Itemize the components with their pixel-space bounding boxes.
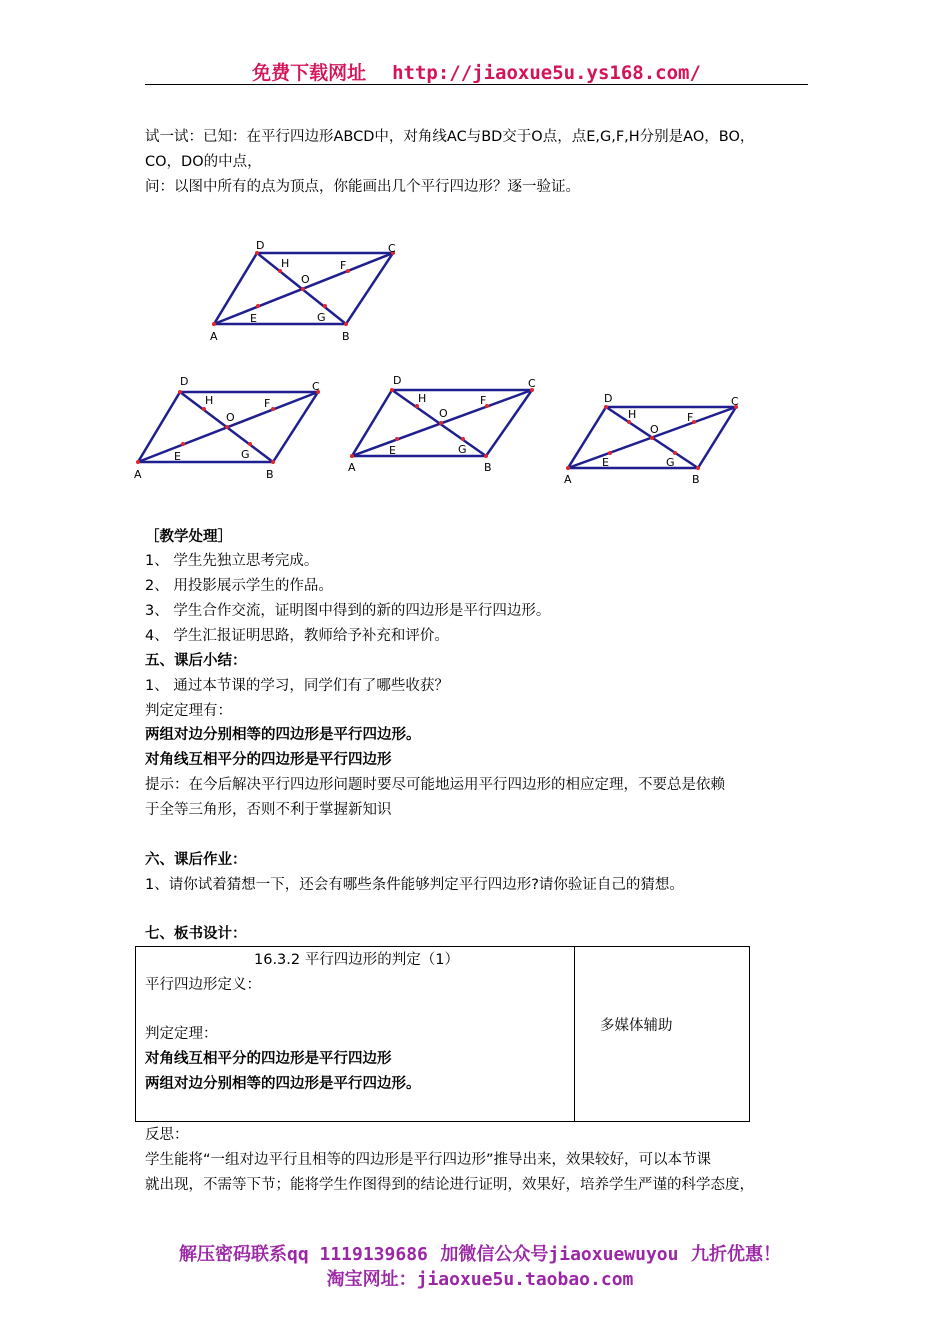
label-d: D xyxy=(604,392,613,405)
label-o: O xyxy=(439,407,448,420)
board-title: 16.3.2 平行四边形的判定（1） xyxy=(254,952,459,968)
label-c: C xyxy=(388,242,396,255)
board-theorem-2: 两组对边分别相等的四边形是平行四边形。 xyxy=(145,1076,421,1092)
label-c: C xyxy=(312,380,320,393)
teaching-step-4: 4、 学生汇报证明思路，教师给予补充和评价。 xyxy=(145,628,449,644)
label-d: D xyxy=(180,375,189,388)
label-d: D xyxy=(393,374,402,387)
label-b: B xyxy=(342,330,350,343)
footer-contact xyxy=(145,1240,815,1266)
label-f: F xyxy=(340,259,347,272)
label-o: O xyxy=(226,411,235,424)
board-heading: 七、板书设计： xyxy=(145,926,247,942)
parallelogram-figure-1 xyxy=(128,372,333,484)
header-url-link[interactable]: http://jiaoxue5u.ys168.com/ xyxy=(392,62,701,84)
page-header xyxy=(145,58,808,85)
label-g: G xyxy=(666,456,675,469)
summary-theorem-1: 两组对边分别相等的四边形是平行四边形。 xyxy=(145,727,421,743)
board-theorem-1: 对角线互相平分的四边形是平行四边形 xyxy=(145,1051,392,1067)
summary-question: 1、 通过本节课的学习，同学们有了哪些收获？ xyxy=(145,678,449,694)
summary-theorem-label: 判定定理有： xyxy=(145,703,232,719)
label-c: C xyxy=(528,377,536,390)
label-e: E xyxy=(174,450,181,463)
problem-line-2: CO，DO的中点， xyxy=(145,154,262,170)
footer-taobao-link[interactable]: jiaoxue5u.taobao.com xyxy=(416,1269,634,1290)
reflection-line-2: 就出现，不需等下节；能将学生作图得到的结论进行证明，效果好，培养学生严谨的科学态度， xyxy=(145,1177,754,1193)
header-title: 免费下载网址 xyxy=(252,62,367,84)
parallelogram-figure-2 xyxy=(342,372,547,477)
board-design-table xyxy=(135,946,750,1122)
teaching-step-1: 1、 学生先独立思考完成。 xyxy=(145,553,319,569)
footer-taobao-prefix: 淘宝网址： xyxy=(326,1269,417,1290)
label-c: C xyxy=(731,395,739,408)
homework-heading: 六、课后作业： xyxy=(145,852,247,868)
parallelogram-figure-3 xyxy=(558,388,748,488)
label-a: A xyxy=(564,473,572,486)
label-a: A xyxy=(210,330,218,343)
label-h: H xyxy=(628,408,637,421)
label-e: E xyxy=(602,456,609,469)
label-a: A xyxy=(134,468,142,481)
summary-heading: 五、课后小结： xyxy=(145,653,247,669)
teaching-step-2: 2、 用投影展示学生的作品。 xyxy=(145,578,333,594)
label-o: O xyxy=(301,273,310,286)
footer-qq: qq 1119139686 xyxy=(286,1244,428,1265)
header-divider xyxy=(145,84,808,85)
parallelogram-figure-main xyxy=(200,232,410,347)
board-aid-cell xyxy=(575,947,750,1122)
label-g: G xyxy=(458,443,467,456)
label-f: F xyxy=(264,397,271,410)
label-g: G xyxy=(317,311,326,324)
label-a: A xyxy=(348,461,356,474)
homework-item-1: 1、请你试着猜想一下，还会有哪些条件能够判定平行四边形?请你验证自己的猜想。 xyxy=(145,877,684,893)
footer-taobao xyxy=(145,1265,815,1291)
teaching-title: ［教学处理］ xyxy=(145,529,232,545)
summary-theorem-2: 对角线互相平分的四边形是平行四边形 xyxy=(145,752,392,768)
footer-contact-prefix: 解压密码联系 xyxy=(178,1244,287,1265)
reflection-line-1: 学生能将“一组对边平行且相等的四边形是平行四边形”推导出来，效果较好，可以本节课 xyxy=(145,1152,712,1168)
label-h: H xyxy=(205,394,214,407)
problem-line-1: 试一试：已知：在平行四边形ABCD中，对角线AC与BD交于O点，点E,G,F,H分别是AO，BO， xyxy=(145,129,755,145)
label-g: G xyxy=(241,448,250,461)
footer-wechat: jiaoxuewuyou xyxy=(548,1244,679,1265)
summary-tip-line-1: 提示：在今后解决平行四边形问题时要尽可能地运用平行四边形的相应定理，不要总是依赖 xyxy=(145,777,725,793)
board-definition: 平行四边形定义： xyxy=(145,977,261,993)
board-aid: 多媒体辅助 xyxy=(600,1018,673,1034)
label-h: H xyxy=(418,392,427,405)
label-e: E xyxy=(389,444,396,457)
teaching-step-3: 3、 学生合作交流，证明图中得到的新的四边形是平行四边形。 xyxy=(145,603,551,619)
label-b: B xyxy=(266,468,274,481)
label-f: F xyxy=(687,411,694,424)
board-theorem-label: 判定定理： xyxy=(145,1026,218,1042)
problem-line-3: 问：以图中所有的点为顶点，你能画出几个平行四边形？逐一验证。 xyxy=(145,179,580,195)
label-h: H xyxy=(281,257,290,270)
label-b: B xyxy=(484,461,492,474)
label-d: D xyxy=(256,239,265,252)
footer-wechat-prefix: 加微信公众号 xyxy=(440,1244,549,1265)
board-content-cell xyxy=(136,947,575,1122)
reflection-label: 反思： xyxy=(145,1127,189,1143)
label-e: E xyxy=(250,312,257,325)
summary-tip-line-2: 于全等三角形，否则不利于掌握新知识 xyxy=(145,802,392,818)
label-f: F xyxy=(480,394,487,407)
label-b: B xyxy=(692,473,700,486)
label-o: O xyxy=(650,423,659,436)
footer-discount: 九折优惠！ xyxy=(691,1244,782,1265)
